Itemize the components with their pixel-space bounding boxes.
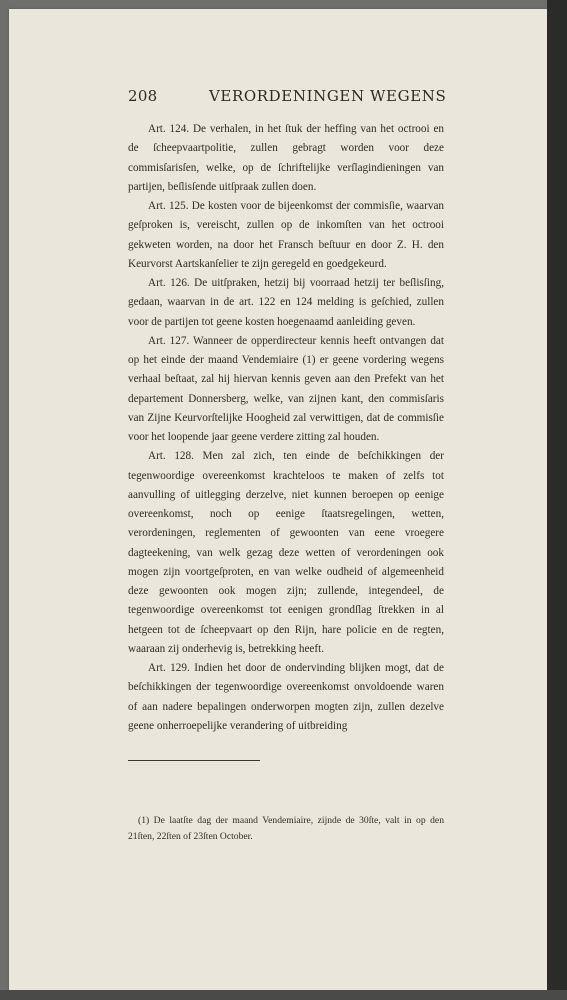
page-header [128,87,448,111]
footnote-text: (1) De laatſte dag der maand Vendemiaire, zijnde de 30ſte, valt in op den 21ſten, 22ſten of 23ſten October. [128,815,444,842]
paragraph-art-124: Art. 124. De verhalen, in het ſtuk der heffing van het octrooi en de ſcheepvaartpolitie, zullen gebragt worden voor deze commisſarisſen, welke, op de ſchriftelijke verſlagindieningen van partijen, beſlisſende uitſpraak zullen doen. [128,123,444,193]
scan-edge-bottom [0,990,567,1000]
footnote-rule [128,760,260,761]
paragraph-art-128: Art. 128. Men zal zich, ten einde de beſchikkingen der tegenwoordige overeenkomst krachteloos te maken of zelfs tot aanvulling of uitlegging derzelve, niet kunnen beroepen op eenige overeenkomst, noch op eenige ſtaatsregelingen, wetten, verordeningen, reglementen of gewoonten van eene vroegere dagteekening, van welk gezag deze wetten of verordeningen ook mogen zijn voortgeſproten, en van welke oudheid of algemeenheid deze gewoonten ook mogen zijn; zullende, integendeel, de tegenwoordige overeenkomst tot eenigen grondſlag ſtrekken in al hetgeen tot de ſcheepvaart op den Rijn, hare policie en de regten, waaraan zij onderhevig is, betrekking heeft. [128,450,444,655]
paragraph-art-129: Art. 129. Indien het door de ondervinding blijken mogt, dat de beſchikkingen der tegenwoordige overeenkomst onvoldoende waren of aan nadere bepalingen onderworpen mogten zijn, zullen dezelve geene onherroepelijke verandering of uitbreiding [128,662,444,732]
running-head: VERORDENINGEN WEGENS [209,87,447,105]
paragraph-art-126: Art. 126. De uitſpraken, hetzij bij voorraad hetzij ter beſlisſing, gedaan, waarvan in de art. 122 en 124 melding is geſchied, zullen voor de partijen tot geene kosten hoegenaamd aanleiding geven. [128,277,444,328]
page-number: 208 [128,87,158,105]
footnote [128,813,444,845]
body-text [128,120,444,736]
paragraph-art-125: Art. 125. De kosten voor de bijeenkomst der commisſie, waarvan geſproken is, vereischt, zullen op de inkomſten van het octrooi gekweten worden, na door het Fransch beſtuur en door Z. H. den Keurvorst Aartskanſelier te zijn geregeld en goedgekeurd. [128,200,444,270]
scan-edge-right [547,0,567,1000]
paragraph-art-127: Art. 127. Wanneer de opperdirecteur kennis heeft ontvangen dat op het einde der maand Vendemiaire (1) er geene vordering wegens verhaal beſtaat, zal hij hiervan kennis geven aan den Prefekt van het departement Donnersberg, welke, van zijnen kant, den commisſaris van Zijne Keurvorſtelijke Hoogheid zal verwittigen, dat de commisſie voor het loopende jaar geene verdere zitting zal houden. [128,334,444,443]
